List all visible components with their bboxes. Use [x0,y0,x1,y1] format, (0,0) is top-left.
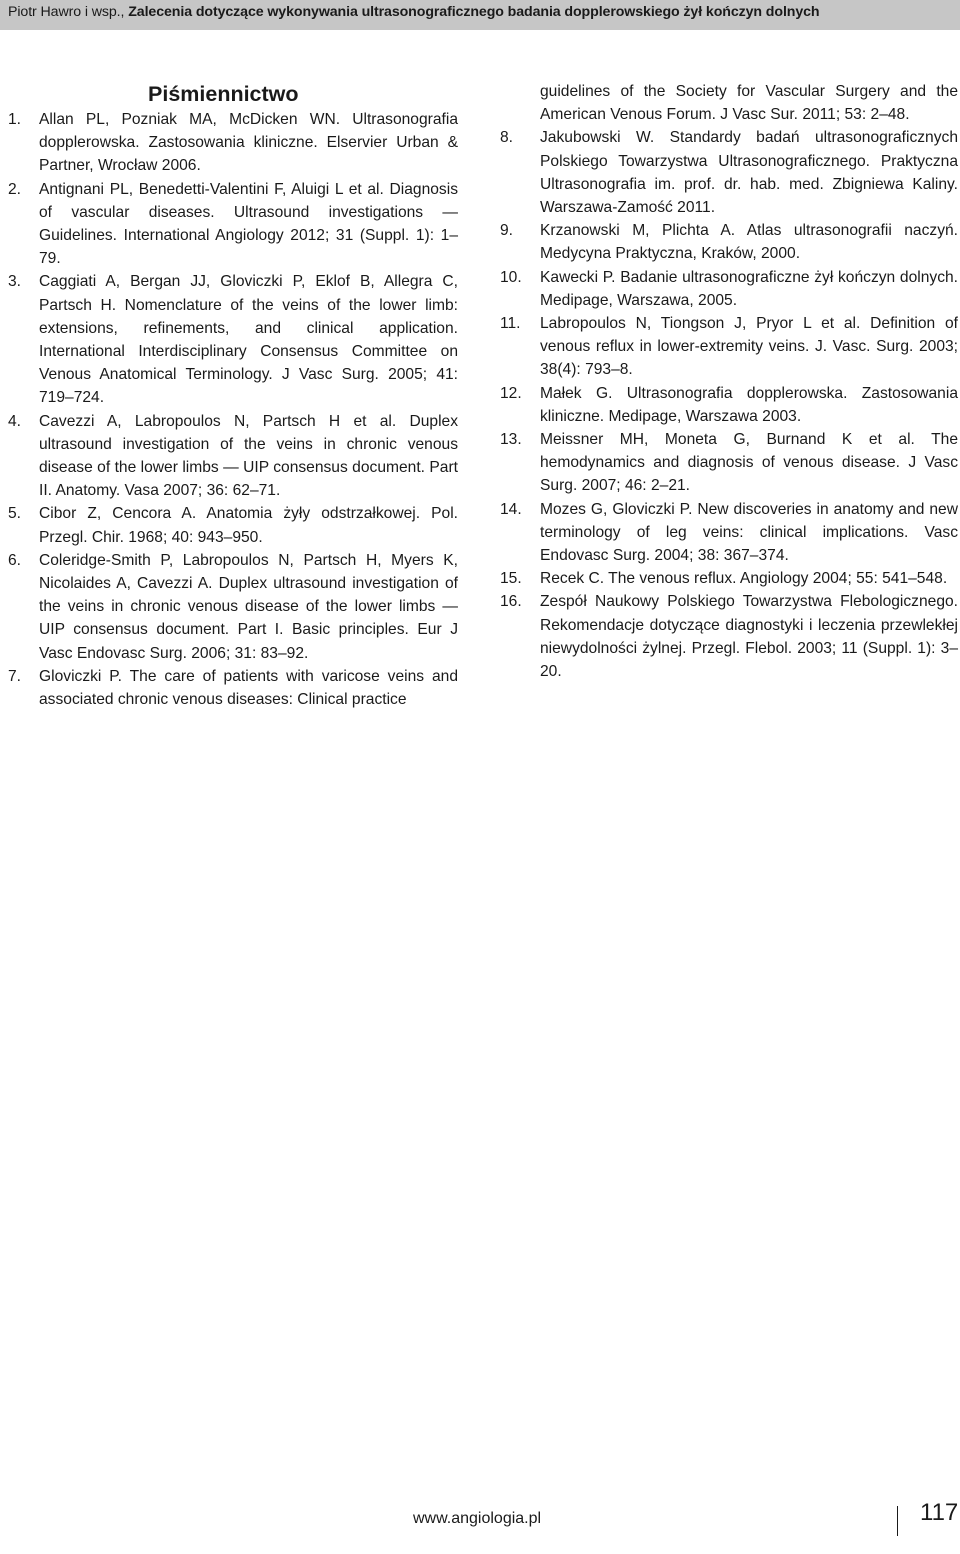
reference-text: Kawecki P. Badanie ultrasonograficzne żył kończyn dolnych. Medipage, Warszawa, 2005. [540,268,958,309]
reference-item [8,549,458,665]
reference-number: 2. [8,180,22,198]
reference-item [500,590,958,683]
reference-item [500,126,958,219]
reference-number: 4. [8,412,22,430]
reference-text: Labropoulos N, Tiongson J, Pryor L et al. Definition of venous reflux in lower-extremity veins. J. Vasc. Surg. 2003; 38(4): 793–8. [540,315,958,379]
reference-text: Recek C. The venous reflux. Angiology 2004; 55: 541–548. [540,570,948,588]
reference-item [500,428,958,498]
reference-text: Antignani PL, Benedetti-Valentini F, Aluigi L et al. Diagnosis of vascular diseases. Ultrasound investigations — Guidelines. International Angiology 2012; 31 (Suppl. 1): 1–79. [39,180,458,268]
header-separator: , [120,4,129,20]
reference-item [8,270,458,409]
footer-divider [897,1506,898,1536]
running-header-text [8,4,820,20]
footer-url[interactable]: www.angiologia.pl [413,1510,542,1527]
reference-number: 6. [8,551,22,569]
reference-number: 13. [500,431,522,449]
reference-text: Meissner MH, Moneta G, Burnand K et al. The hemodynamics and diagnosis of venous disease. J Vasc Surg. 2007; 46: 2–21. [540,431,958,495]
reference-number: 16. [500,593,522,611]
reference-text: Mozes G, Gloviczki P. New discoveries in anatomy and new terminology of leg veins: clinical implications. Vasc Endovasc Surg. 2004; 38: 367–374. [540,500,958,565]
reference-text: Małek G. Ultrasonografia dopplerowska. Zastosowania kliniczne. Medipage, Warszawa 2003. [540,384,958,425]
reference-text: Cavezzi A, Labropoulos N, Partsch H et al. Duplex ultrasound investigation of the veins in chronic venous disease of the lower limbs — UIP consensus document. Part II. Anatomy. Vasa 2007; 36: 62–71. [39,412,458,500]
reference-text: Cibor Z, Cencora A. Anatomia żyły odstrzałkowej. Pol. Przegl. Chir. 1968; 40: 943–950. [39,505,458,546]
reference-text: Caggiati A, Bergan JJ, Gloviczki P, Eklof B, Allegra C, Partsch H. Nomenclature of the veins of the lower limb: extensions, refinements, and clinical application. International Interdisciplinary Consensus Committee on Venous Anatomical Terminology. J Vasc Surg. 2005; 41: 719–724. [39,273,458,407]
references-column-right [500,80,958,683]
reference-item [8,410,458,503]
reference-item-continued [500,80,958,126]
reference-number: 12. [500,384,522,402]
reference-number: 9. [500,222,514,240]
reference-number: 8. [500,129,514,147]
reference-number: 7. [8,667,22,685]
page-number: 117 [920,1499,959,1526]
reference-text: Coleridge-Smith P, Labropoulos N, Partsch H, Myers K, Nicolaides A, Cavezzi A. Duplex ultrasound investigation of the veins in chronic venous disease of the lower limbs — UIP consensus document. Part I. Basic principles. Eur J Vasc Endovasc Surg. 2006; 31: 83–92. [39,551,458,662]
reference-item [500,382,958,428]
reference-item [8,108,458,178]
reference-item [8,178,458,271]
section-title: Piśmiennictwo [148,82,299,106]
reference-text: Gloviczki P. The care of patients with varicose veins and associated chronic venous diseases: Clinical practice [39,667,458,709]
reference-text: Zespół Naukowy Polskiego Towarzystwa Flebologicznego. Rekomendacje dotyczące diagnostyki i leczenia przewlekłej niewydolności żylnej. Przegl. Flebol. 2003; 11 (Suppl. 1): 3–20. [540,593,958,681]
reference-item [500,266,958,312]
running-header [0,0,960,30]
reference-number: 11. [500,315,521,333]
reference-number: 10. [500,268,522,286]
reference-text: Jakubowski W. Standardy badań ultrasonograficznych Polskiego Towarzystwa Ultrasonograficznego. Praktyczna Ultrasonografia im. prof. dr. hab. med. Zbigniewa Kaliny. Warszawa-Zamość 2011. [540,129,958,217]
reference-item [8,502,458,548]
reference-item [500,498,958,568]
reference-number: 5. [8,505,22,523]
header-authors: Piotr Hawro i wsp. [8,4,121,20]
reference-text: Allan PL, Pozniak MA, McDicken WN. Ultrasonografia dopplerowska. Zastosowania kliniczne. Elservier Urban & Partner, Wrocław 2006. [39,111,458,175]
reference-text: Krzanowski M, Plichta A. Atlas ultrasonografii naczyń. Medycyna Praktyczna, Kraków, 2000. [540,222,958,263]
reference-item [500,312,958,382]
references-column-left [8,80,458,711]
reference-number: 15. [500,570,522,588]
reference-item [8,665,458,711]
header-article-title: Zalecenia dotyczące wykonywania ultrasonograficznego badania dopplerowskiego żył kończyn dolnych [128,4,820,20]
reference-number: 3. [8,273,22,291]
reference-number: 14. [500,500,522,518]
reference-number: 1. [8,111,22,128]
reference-text: guidelines of the Society for Vascular Surgery and the American Venous Forum. J Vasc Sur. 2011; 53: 2–48. [540,83,958,124]
reference-item [500,219,958,265]
reference-item [500,567,958,590]
